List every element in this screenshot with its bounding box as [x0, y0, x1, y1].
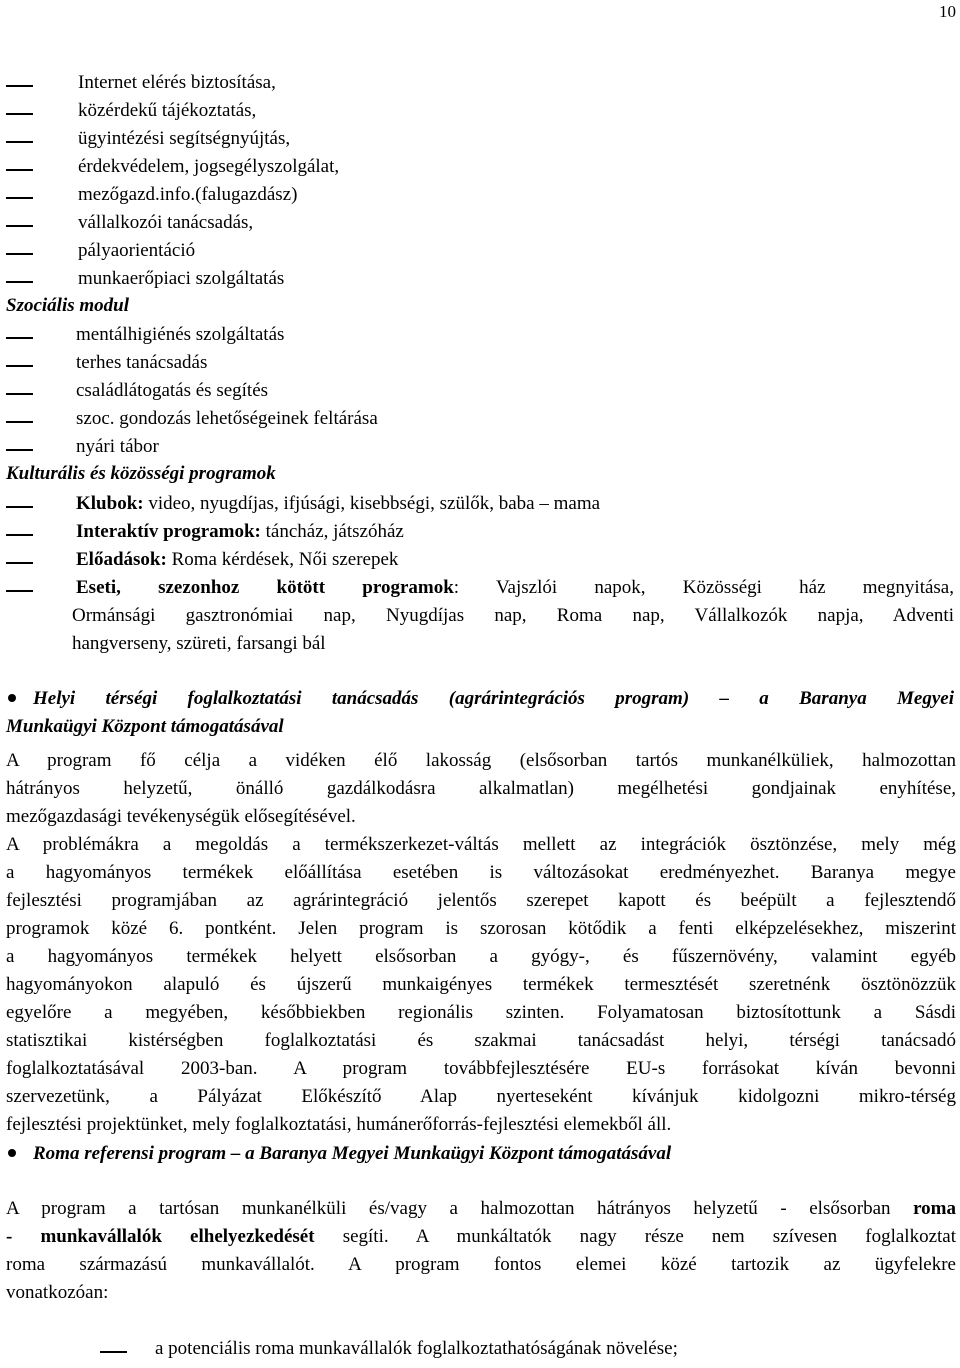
dash-icon — [6, 225, 33, 227]
dash-icon — [6, 365, 33, 367]
dash-icon — [6, 253, 33, 255]
culture-item-interactive — [76, 521, 404, 543]
culture-item-occasional — [76, 577, 954, 599]
paragraph-line: szervezetünk, a Pályázat Előkészítő Alap nyerteseként kívánjuk kidolgozni mikro-térség — [6, 1086, 956, 1107]
paragraph-line: statisztikai kistérségben foglalkoztatási és szakmai tanácsadást helyi, térségi tanácsadó — [6, 1030, 956, 1051]
dash-icon — [6, 281, 33, 283]
culture-item-label: Eseti, szezonhoz kötött programok — [76, 577, 454, 598]
list-item: pályaorientáció — [78, 240, 195, 262]
list-item: mezőgazd.info.(falugazdász) — [78, 184, 297, 206]
bullet-icon — [8, 1149, 16, 1157]
paragraph-line: a hagyományos termékek előállítása esetében is változásokat eredményezhet. Baranya megye — [6, 862, 956, 883]
list-item: szoc. gondozás lehetőségeinek feltárása — [76, 408, 378, 430]
dash-icon — [6, 421, 33, 423]
list-item: ügyintézési segítségnyújtás, — [78, 128, 290, 150]
culture-item-label: Interaktív programok: — [76, 521, 261, 542]
paragraph-line: mezőgazdasági tevékenységük elősegítésével. — [6, 806, 356, 827]
paragraph-line: programok közé 6. pontként. Jelen program is szorosan kötődik a fenti elképzelésekhez, miszerint — [6, 918, 956, 939]
list-item: közérdekű tájékoztatás, — [78, 100, 256, 122]
dash-icon — [6, 393, 33, 395]
dash-icon — [6, 113, 33, 115]
section2-paragraph-line3: roma származású munkavállalót. A program fontos elemei közé tartozik az ügyfelekre — [6, 1254, 956, 1275]
culture-item-text: Roma kérdések, Női szerepek — [166, 549, 399, 570]
culture-item-text: táncház, játszóház — [260, 521, 404, 542]
dash-icon — [6, 197, 33, 199]
paragraph-line: fejlesztési programjában az agrárintegráció jelentős szerepet kapott és beépült a fejlesztendő — [6, 890, 956, 911]
paragraph-line: fejlesztési projektünket, mely foglalkoztatási, humánerőforrás-fejlesztési elemekből áll. — [6, 1114, 672, 1135]
section2-paragraph-line2: - munkavállalók elhelyezkedését segíti. A munkáltatók nagy része nem szívesen foglalkoztat — [6, 1226, 956, 1247]
list-item: nyári tábor — [76, 436, 159, 458]
list-item: mentálhigiénés szolgáltatás — [76, 324, 284, 346]
paragraph-line: hagyományokon alapuló és újszerű munkaigényes termékek termesztését szeretnénk ösztönözzük — [6, 974, 956, 995]
paragraph-line: A problémákra a megoldás a termékszerkezet-váltás mellett az integrációk ösztönzése, mely még — [6, 834, 956, 855]
culture-item-occasional-line3: hangverseny, szüreti, farsangi bál — [72, 633, 326, 654]
list-item: Internet elérés biztosítása, — [78, 72, 276, 94]
heading-cultural-programs: Kulturális és közösségi programok — [6, 463, 276, 484]
list-item: munkaerőpiaci szolgáltatás — [78, 268, 284, 290]
section1-title-line1: Helyi térségi foglalkoztatási tanácsadás (agrárintegrációs program) – a Baranya Megyei — [33, 688, 954, 709]
culture-item-lectures — [76, 549, 398, 571]
culture-item-clubs — [76, 493, 600, 515]
culture-item-label: Klubok: — [76, 493, 144, 514]
culture-item-text: : Vajszlói napok, Közösségi ház megnyitása, — [453, 577, 954, 598]
page-number: 10 — [939, 2, 956, 21]
dash-icon — [6, 85, 33, 87]
paragraph-line: foglalkoztatásával 2003-ban. A program továbbfejlesztésére EU-s forrásokat kíván bevonni — [6, 1058, 956, 1079]
section2-title: Roma referensi program – a Baranya Megyei Munkaügyi Központ támogatásával — [33, 1143, 672, 1164]
section1-title-line2: Munkaügyi Központ támogatásával — [6, 716, 284, 737]
paragraph-line: A program fő célja a vidéken élő lakosság (elsősorban tartós munkanélküliek, halmozottan — [6, 750, 956, 771]
culture-item-occasional-line2: Ormánsági gasztronómiai nap, Nyugdíjas nap, Roma nap, Vállalkozók napja, Adventi — [72, 605, 954, 626]
paragraph-line: hátrányos helyzetű, önálló gazdálkodásra alkalmatlan) megélhetési gondjainak enyhítése, — [6, 778, 956, 799]
list-item: családlátogatás és segítés — [76, 380, 268, 402]
culture-item-text: video, nyugdíjas, ifjúsági, kisebbségi, szülők, baba – mama — [143, 493, 601, 514]
list-item: érdekvédelem, jogsegélyszolgálat, — [78, 156, 339, 178]
dash-icon — [6, 169, 33, 171]
dash-icon — [6, 449, 33, 451]
heading-social-module: Szociális modul — [6, 295, 129, 316]
list-item: terhes tanácsadás — [76, 352, 207, 374]
paragraph-line: egyelőre a megyében, későbbiekben regionális szinten. Folyamatosan biztosítottunk a Sásdi — [6, 1002, 956, 1023]
dash-icon — [6, 141, 33, 143]
dash-icon — [6, 337, 33, 339]
bullet-icon — [8, 694, 16, 702]
list-item: vállalkozói tanácsadás, — [78, 212, 253, 234]
culture-item-label: Előadások: — [76, 549, 167, 570]
section2-paragraph-line1: A program a tartósan munkanélküli és/vagy a halmozottan hátrányos helyzetű - elsősorban roma — [6, 1198, 956, 1219]
section2-list-item: a potenciális roma munkavállalók foglalkoztathatóságának növelése; — [155, 1338, 678, 1360]
paragraph-line: a hagyományos termékek helyett elsősorban a gyógy-, és fűszernövény, valamint egyéb — [6, 946, 956, 967]
section2-paragraph-line4: vonatkozóan: — [6, 1282, 109, 1303]
